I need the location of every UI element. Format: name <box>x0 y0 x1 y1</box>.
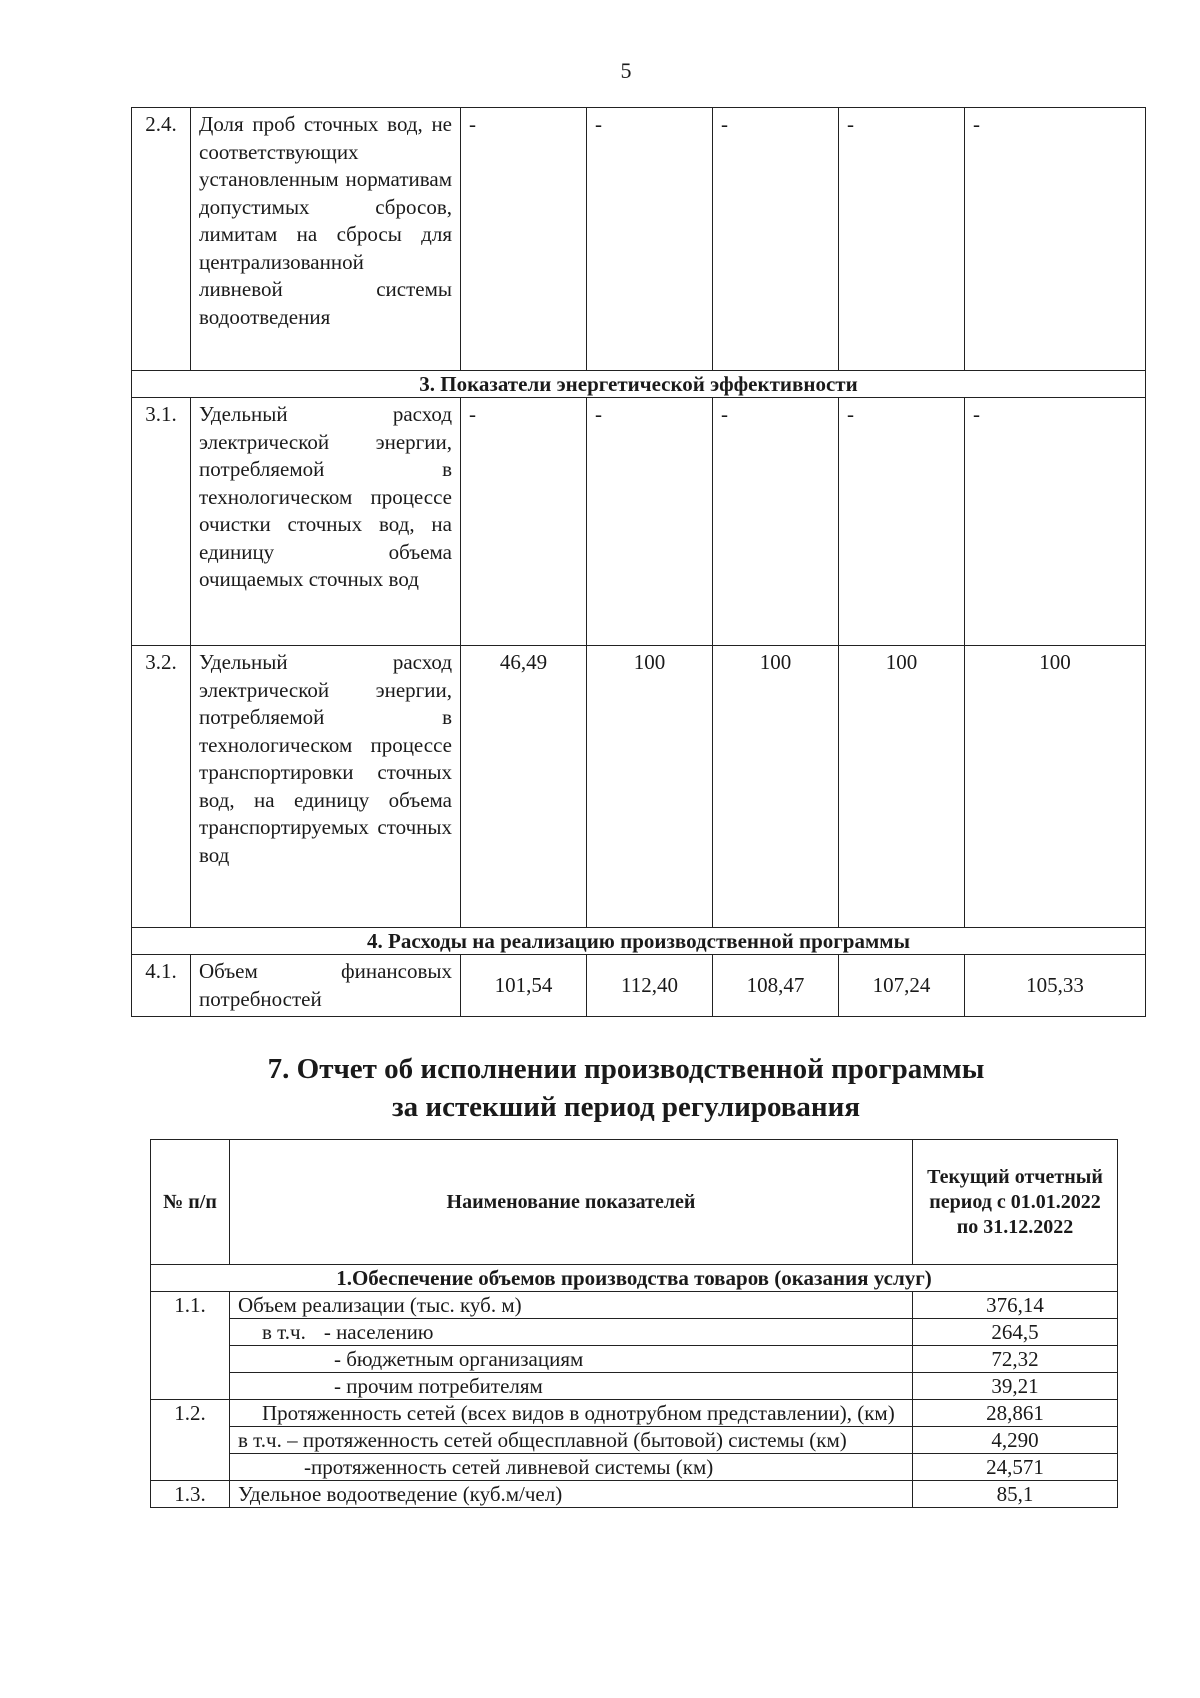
indicator-value: 100 <box>713 646 839 928</box>
table-row <box>151 1319 1118 1346</box>
indicator-value: 100 <box>587 646 713 928</box>
indicator-name: Протяженность сетей (всех видов в однотрубном представлении), (км) <box>230 1400 913 1427</box>
indicator-value: - <box>587 398 713 646</box>
heading-line: за истекший период регулирования <box>391 1091 861 1123</box>
indicator-name: в т.ч. – протяженность сетей общесплавной (бытовой) системы (км) <box>230 1427 913 1454</box>
indicator-name: Доля проб сточных вод, не соответствующих установленным нормативам допустимых сбросов, лимитам на сбросы для централизованной ливневой системы водоотведения <box>191 108 461 371</box>
row-number: 3.2. <box>132 646 191 928</box>
indicators-table <box>131 107 1146 1017</box>
header-period: Текущий отчетный период с 01.01.2022 по 31.12.2022 <box>913 1140 1118 1265</box>
indicator-value: 100 <box>965 646 1146 928</box>
header-name: Наименование показателей <box>230 1140 913 1265</box>
indicator-name: Удельный расход электрической энергии, потребляемой в технологическом процессе очистки сточных вод, на единицу объема очищаемых сточных вод <box>191 398 461 646</box>
indicator-value: - <box>587 108 713 371</box>
heading-line: 7. Отчет об исполнении производственной программы <box>267 1053 985 1085</box>
indicator-name: Удельное водоотведение (куб.м/чел) <box>230 1481 913 1508</box>
sub-prefix: в т.ч. <box>262 1320 306 1344</box>
section-heading <box>0 1050 1200 1126</box>
header-num: № п/п <box>151 1140 230 1265</box>
indicator-value: 46,49 <box>461 646 587 928</box>
indicator-value: 107,24 <box>839 955 965 1017</box>
report-table <box>150 1139 1118 1508</box>
indicator-name <box>230 1319 913 1346</box>
indicator-name: -протяженность сетей ливневой системы (км) <box>230 1454 913 1481</box>
section-title: 3. Показатели энергетической эффективности <box>132 371 1146 398</box>
section-row <box>132 371 1146 398</box>
page-number: 5 <box>620 58 632 83</box>
indicator-name: Объем реализации (тыс. куб. м) <box>230 1292 913 1319</box>
section-row <box>132 928 1146 955</box>
indicator-name: - прочим потребителям <box>230 1373 913 1400</box>
table-row <box>132 646 1146 928</box>
header-row <box>151 1140 1118 1265</box>
table-row <box>151 1454 1118 1481</box>
row-number: 2.4. <box>132 108 191 371</box>
indicator-value: 101,54 <box>461 955 587 1017</box>
indicator-value: - <box>461 108 587 371</box>
indicator-value: 24,571 <box>913 1454 1118 1481</box>
indicator-value: - <box>713 108 839 371</box>
indicator-name: Удельный расход электрической энергии, потребляемой в технологическом процессе транспортировки сточных вод, на единицу объема транспортируемых сточных вод <box>191 646 461 928</box>
indicator-value: 112,40 <box>587 955 713 1017</box>
indicator-value: - <box>965 398 1146 646</box>
section-title: 1.Обеспечение объемов производства товаров (оказания услуг) <box>151 1265 1118 1292</box>
table-row <box>132 398 1146 646</box>
table-row <box>132 955 1146 1017</box>
indicator-value: 39,21 <box>913 1373 1118 1400</box>
indicator-value: 264,5 <box>913 1319 1118 1346</box>
row-number: 3.1. <box>132 398 191 646</box>
row-number: 4.1. <box>132 955 191 1017</box>
table-row <box>151 1373 1118 1400</box>
indicator-value: - <box>839 108 965 371</box>
indicator-name: - бюджетным организациям <box>230 1346 913 1373</box>
indicator-value: 72,32 <box>913 1346 1118 1373</box>
indicator-value: 100 <box>839 646 965 928</box>
table-row <box>151 1427 1118 1454</box>
table-row <box>151 1481 1118 1508</box>
sub-label: - населению <box>323 1320 434 1344</box>
indicator-value: 28,861 <box>913 1400 1118 1427</box>
indicator-value: 108,47 <box>713 955 839 1017</box>
row-number: 1.3. <box>151 1481 230 1508</box>
table-row <box>132 108 1146 371</box>
indicator-value: 4,290 <box>913 1427 1118 1454</box>
indicator-value: - <box>839 398 965 646</box>
table-row <box>151 1292 1118 1319</box>
indicator-value: - <box>713 398 839 646</box>
indicator-value: - <box>965 108 1146 371</box>
table-row <box>151 1400 1118 1427</box>
table-row <box>151 1346 1118 1373</box>
indicator-value: 85,1 <box>913 1481 1118 1508</box>
indicator-value: 376,14 <box>913 1292 1118 1319</box>
section-title: 4. Расходы на реализацию производственной программы <box>132 928 1146 955</box>
indicator-value: 105,33 <box>965 955 1146 1017</box>
indicator-name: Объем финансовых потребностей <box>191 955 461 1017</box>
row-number: 1.2. <box>151 1400 230 1481</box>
indicator-value: - <box>461 398 587 646</box>
row-number: 1.1. <box>151 1292 230 1400</box>
section-row <box>151 1265 1118 1292</box>
